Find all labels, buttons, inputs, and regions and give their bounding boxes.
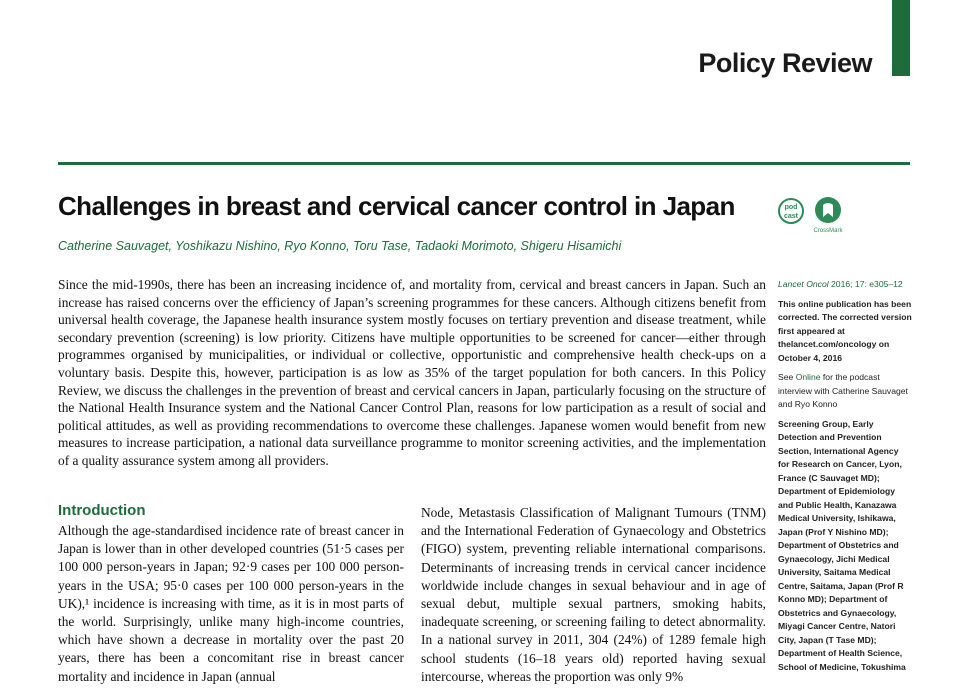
author-list: Catherine Sauvaget, Yoshikazu Nishino, Ryo Konno, Toru Tase, Tadaoki Morimoto, Shigeru Hisamichi <box>58 239 622 253</box>
citation-journal: Lancet Oncol <box>778 279 829 289</box>
author-affiliations: Screening Group, Early Detection and Prevention Section, International Agency for Research on Cancer, Lyon, France (C Sauvaget MD); Department of Epidemiology and Public Health, Kanazawa Medical University, Ishikawa, Japan (Prof Y Nishino MD); Department of Obstetrics and Gynaecology, Jichi Medical University, Saitama Medical Centre, Saitama, Japan (Prof R Konno MD); Department of Obstetrics and Gynaecology, Miyagi Cancer Centre, Natori City, Japan (T Tase MD); Department of Health Science, School of Medicine, Tokushima <box>778 418 906 672</box>
citation <box>778 278 912 292</box>
section-color-tab <box>892 0 910 76</box>
podcast-icon[interactable]: pod cast <box>778 198 804 224</box>
podcast-note <box>778 371 912 412</box>
sidebar <box>778 278 912 680</box>
crossmark-label: CrossMark <box>813 228 843 234</box>
body-column-middle: Node, Metastasis Classification of Malignant Tumours (TNM) and the International Federation of Gynaecology and Obstetrics (FIGO) system, preventing reliable international comparisons. Determinants of increasing trends in cervical cancer incidence worldwide include changes in sexual behaviour and in age of sexual debut, multiple sexual partners, smoking habits, inadequate screening, or screening failing to detect abnormality. In a national survey in 2011, 304 (24%) of 1289 female high school students (16–18 years old) reported having sexual intercourse, whereas the proportion was only 9% <box>421 505 766 684</box>
article-title: Challenges in breast and cervical cancer control in Japan <box>58 191 735 221</box>
crossmark-icon[interactable] <box>808 195 848 239</box>
body-column-left: Although the age-standardised incidence rate of breast cancer in Japan is lower than in other developed countries (51·5 cases per 100 000 person-years in Japan; 92·9 cases per 100 000 person-years in the USA; 95·0 cases per 100 000 person-years in the UK),¹ incidence is increasing with time, as it is in most parts of the world. Surprisingly, unlike many high-income countries, which have shown a decrease in mortality over the past 20 years, there has been a concomitant rise in breast cancer mortality and incidence in Japan (annual <box>58 523 404 684</box>
section-heading-introduction: Introduction <box>58 502 146 519</box>
correction-note: This online publication has been corrected. The corrected version first appeared at thelancet.com/oncology on October 4, 2016 <box>778 298 912 363</box>
citation-details: 2016; 17: e305–12 <box>828 279 903 289</box>
crossmark-symbol <box>813 195 843 225</box>
header-divider <box>58 162 910 165</box>
podcast-note-prefix: See <box>778 372 796 382</box>
podcast-note-suffix: for the podcast interview with Catherine Sauvaget and Ryo Konno <box>778 372 908 409</box>
abstract: Since the mid-1990s, there has been an increasing incidence of, and mortality from, cervical and breast cancers in Japan. Such an increase has raised concerns over the efficiency of Japan’s screening programmes for these cancers. Although citizens benefit from universal health coverage, the Japanese health insurance system mostly focuses on tertiary prevention and disease treatment, while secondary prevention (screening) is low priority. Citizens have multiple opportunities to be screened for cancer—either through programmes organised by municipalities, or individual or collective, opportunistic and comprehensive health check-ups on a voluntary basis. Despite this, however, participation is as low as 35% of the target population for both cancers. In this Policy Review, we discuss the challenges in the prevention of breast and cervical cancers in Japan, particularly focusing on the structure of the National Health Insurance system and the National Cancer Control Plan, reasons for low participation as a result of social and political attitudes, as well as providing recommendations to overcome these challenges. Japanese women would benefit from new measures to increase participation, a national data surveillance programme to monitor screening activities, and the implementation of a quality assurance system among all providers. <box>58 277 766 468</box>
section-title: Policy Review <box>698 48 872 78</box>
online-link[interactable]: Online <box>795 372 821 382</box>
